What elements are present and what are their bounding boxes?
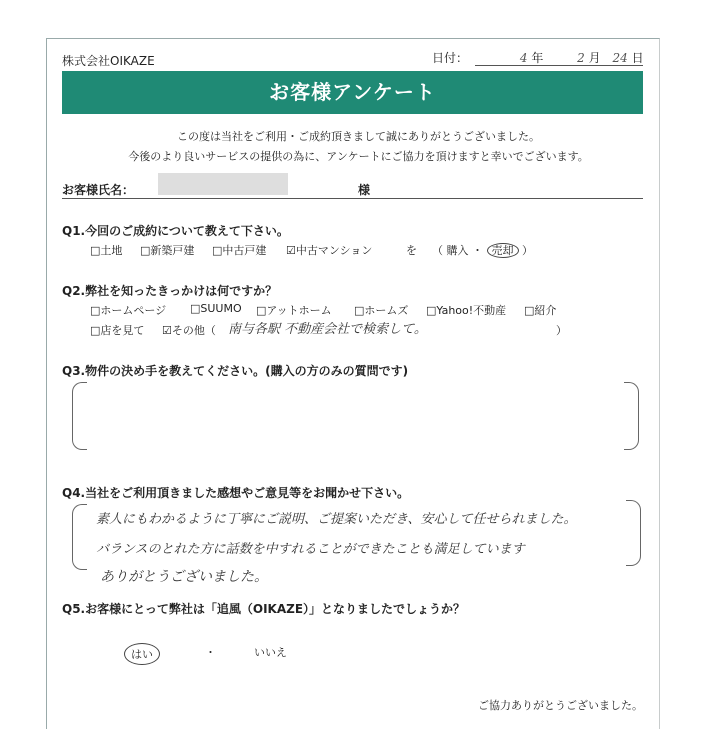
date-month-value: 2 <box>577 51 585 65</box>
q1-type-group: （ 購入 ・ 売却 ） <box>432 244 533 257</box>
q1-option-used-mansion[interactable]: ☑中古マンション <box>286 244 373 257</box>
q4-answer-line-2: バランスのとれた方に話数を中すれることができたことも満足しています <box>96 542 525 557</box>
q5-question: Q5.お客様にとって弊社は「追風（OIKAZE）」となりましたでしょうか？ <box>62 602 466 616</box>
date-underline <box>475 65 643 66</box>
q1-question: Q1.今回のご成約について教えて下さい。 <box>62 224 289 238</box>
q2-option-referral[interactable]: □紹介 <box>524 304 557 317</box>
q1-sell-circled[interactable]: 売却 <box>487 243 519 258</box>
customer-name-redacted <box>158 173 288 195</box>
q4-answer-bracket-right <box>626 500 641 566</box>
footer-thanks: ご協力ありがとうございました。 <box>478 699 643 712</box>
q4-answer-line-3: ありがとうございました。 <box>100 569 268 585</box>
customer-name-underline <box>62 198 643 199</box>
customer-name-suffix: 様 <box>358 183 371 197</box>
date-label: 日付： 4 年 2 月 24 日 <box>432 51 644 65</box>
intro-line-2: 今後のより良いサービスの提供の為に、アンケートにご協力を頂けますと幸いでございます。 <box>128 150 589 163</box>
date-day-value: 24 <box>612 51 628 65</box>
intro-line-1: この度は当社をご利用・ご成約頂きまして誠にありがとうございました。 <box>177 130 540 143</box>
survey-title-banner: お客様アンケート <box>62 71 643 114</box>
q2-option-homepage[interactable]: □ホームページ <box>90 304 167 317</box>
q5-separator: ・ <box>205 646 216 659</box>
q1-option-new-house[interactable]: □新築戸建 <box>140 244 195 257</box>
date-year-value: 4 <box>519 51 528 65</box>
q2-option-athome[interactable]: □アットホーム <box>256 304 332 317</box>
q2-option-homes[interactable]: □ホームズ <box>354 304 409 317</box>
q2-close-paren: ） <box>556 324 567 337</box>
q2-option-other[interactable]: ☑その他（ <box>162 324 216 337</box>
company-name: 株式会社OIKAZE <box>62 54 155 68</box>
q2-option-yahoo[interactable]: □Yahoo!不動産 <box>426 304 507 317</box>
q1-wo: を <box>406 244 417 257</box>
q3-answer-bracket-left <box>72 382 87 450</box>
q2-question: Q2.弊社を知ったきっかけは何ですか？ <box>62 284 278 298</box>
q1-option-used-house[interactable]: □中古戸建 <box>212 244 267 257</box>
q2-other-handwritten: 南与各駅 不動産会社で検索して。 <box>228 322 427 337</box>
q4-question: Q4.当社をご利用頂きました感想やご意見等をお聞かせ下さい。 <box>62 486 410 500</box>
q3-question: Q3.物件の決め手を教えてください。(購入の方のみの質問です) <box>62 364 409 378</box>
q2-option-suumo[interactable]: □SUUMO <box>190 302 242 315</box>
q4-answer-bracket-left <box>72 504 87 570</box>
q2-option-store[interactable]: □店を見て <box>90 324 145 337</box>
q5-no[interactable]: いいえ <box>254 646 287 659</box>
q1-option-land[interactable]: □土地 <box>90 244 123 257</box>
q4-answer-line-1: 素人にもわかるように丁寧にご説明、ご提案いただき、安心して任せられました。 <box>96 512 577 527</box>
customer-name-label: お客様氏名： <box>62 183 135 197</box>
q3-answer-bracket-right <box>624 382 639 450</box>
q1-buy[interactable]: 購入 <box>446 244 469 257</box>
q5-yes-circled[interactable]: はい <box>124 643 160 665</box>
